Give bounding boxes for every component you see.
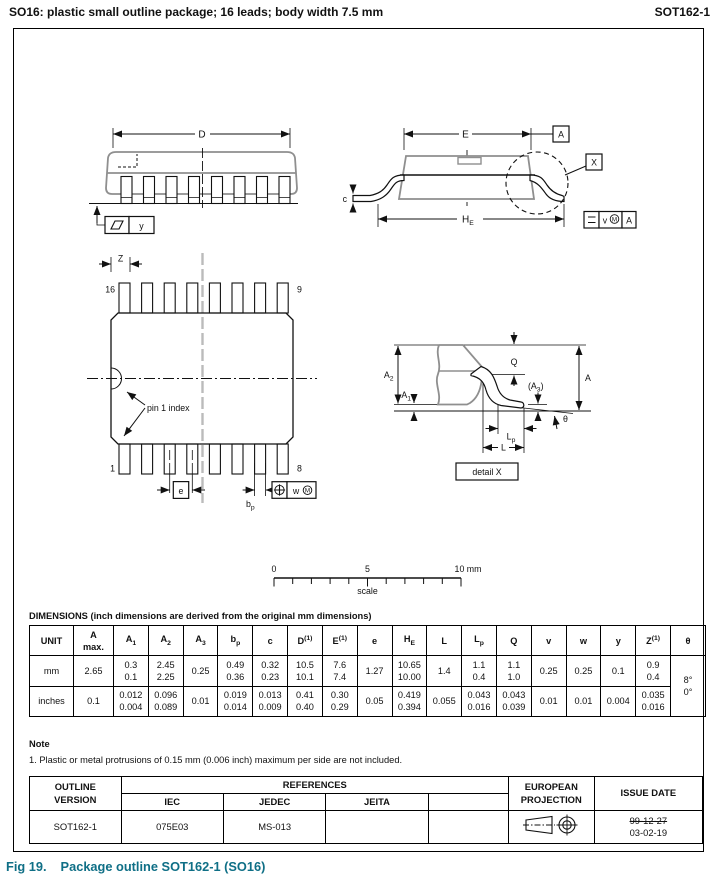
dim-value-cell: 10.5 10.1 [288, 656, 323, 686]
unit-header: UNIT [30, 626, 74, 656]
datum-label-a: A [558, 129, 564, 140]
dim-value-cell: 7.6 7.4 [322, 656, 357, 686]
doc-number: SOT162-1 [654, 5, 710, 19]
dim-label-a3: $(A_3)$ [528, 381, 544, 394]
dim-value-cell: 0.035 0.016 [636, 686, 671, 716]
dim-col-header: $D^{(1)}$ [288, 626, 323, 656]
note-item: 1. Plastic or metal protrusions of 0.15 mm (0.006 inch) maximum per side are not included. [29, 755, 403, 765]
european-projection-cell [508, 811, 594, 844]
dim-col-header: y [601, 626, 636, 656]
dim-col-header: v [531, 626, 566, 656]
detail-x-label: detail X [472, 466, 502, 477]
frame-label-a: A [626, 215, 632, 226]
dim-value-cell: 0.055 [427, 686, 462, 716]
dims-header-row [30, 626, 706, 656]
datum-label-y: y [139, 221, 144, 231]
dim-col-header: A max. [74, 626, 114, 656]
dim-value-cell: 0.004 [601, 686, 636, 716]
page-title: SO16: plastic small outline package; 16 leads; body width 7.5 mm [9, 5, 384, 19]
dim-col-header: $H_E$ [392, 626, 427, 656]
jeita-header: JEITA [326, 794, 428, 811]
scale-tick-0: 0 [271, 564, 277, 574]
dim-col-header: $Z^{(1)}$ [636, 626, 671, 656]
dim-col-header: $A_1$ [114, 626, 149, 656]
top-view [87, 253, 317, 512]
scale-tick-10: 10 mm [454, 564, 482, 574]
dim-value-cell: 0.1 [601, 656, 636, 686]
parallelism-frame [584, 212, 599, 229]
dim-col-header: θ [671, 626, 706, 656]
dim-col-header: L [427, 626, 462, 656]
dim-label-d: D [198, 129, 206, 141]
dim-value-cell: 1.27 [357, 656, 392, 686]
dim-value-cell: 0.25 [183, 656, 218, 686]
dim-value-cell: 0.043 0.016 [462, 686, 497, 716]
dim-value-cell: 0.49 0.36 [218, 656, 253, 686]
dim-label-lp: $L_p$ [506, 431, 516, 444]
european-projection-icon [522, 813, 580, 837]
dim-value-cell: 0.096 0.089 [148, 686, 183, 716]
issue-date-cell [594, 811, 702, 844]
end-view [343, 126, 636, 228]
figure-frame [13, 28, 704, 852]
dimensions-table [29, 625, 706, 717]
dim-label-bp: $b_p$ [246, 499, 255, 512]
jedec-value: MS-013 [223, 811, 325, 844]
outline-version-header: OUTLINE VERSION [30, 777, 122, 811]
dim-value-cell: 0.30 0.29 [322, 686, 357, 716]
outline-version-value: SOT162-1 [30, 811, 122, 844]
dims-row-mm [30, 656, 706, 686]
dim-col-header: $E^{(1)}$ [322, 626, 357, 656]
dimensions-section [29, 611, 706, 717]
dim-value-cell: 0.3 0.1 [114, 656, 149, 686]
dim-value-cell: 0.01 [531, 686, 566, 716]
dim-label-a1: $A_1$ [401, 390, 411, 403]
dim-value-cell: 0.25 [531, 656, 566, 686]
dim-value-cell: 0.9 0.4 [636, 656, 671, 686]
pin-8-label: 8 [297, 463, 302, 474]
jedec-header: JEDEC [223, 794, 325, 811]
dim-value-cell: 0.01 [566, 686, 601, 716]
dim-col-header: $L_p$ [462, 626, 497, 656]
tolerance-label-v: v [602, 215, 608, 226]
dim-value-cell: 0.01 [183, 686, 218, 716]
dim-value-cell: 1.4 [427, 656, 462, 686]
dim-value-cell: 0.419 0.394 [392, 686, 427, 716]
blank-reference-header [428, 794, 508, 811]
dim-label-c: c [342, 194, 347, 204]
dim-value-cell: 10.65 10.00 [392, 656, 427, 686]
dim-label-e-pitch: e [178, 485, 184, 496]
dim-value-cell: 0.012 0.004 [114, 686, 149, 716]
jeita-value [326, 811, 428, 844]
figure-caption [6, 859, 265, 874]
dim-label-a2: $A_2$ [383, 370, 394, 383]
detail-label-x: X [591, 157, 597, 168]
dim-value-cell: 2.65 [74, 656, 114, 686]
unit-cell: inches [30, 686, 74, 716]
dim-label-e: E [462, 129, 469, 141]
dim-label-a: A [585, 373, 591, 383]
dim-value-cell: 0.043 0.039 [496, 686, 531, 716]
iec-value: 075E03 [121, 811, 223, 844]
dim-value-cell: 0.019 0.014 [218, 686, 253, 716]
pin-16-label: 16 [105, 284, 115, 295]
dim-col-header: c [253, 626, 288, 656]
issue-date-new: 03-02-19 [629, 827, 668, 838]
blank-reference-value [428, 811, 508, 844]
dim-value-cell: 1.1 1.0 [496, 656, 531, 686]
side-view [89, 128, 298, 234]
dim-value-cell: 1.1 0.4 [462, 656, 497, 686]
dim-value-cell: 2.45 2.25 [148, 656, 183, 686]
dimensions-title: DIMENSIONS (inch dimensions are derived from the original mm dimensions) [29, 611, 372, 621]
dim-label-theta: θ [563, 414, 568, 424]
page-header [9, 5, 710, 19]
pin-1-label: 1 [110, 463, 115, 474]
references-table [29, 776, 703, 844]
unit-cell: mm [30, 656, 74, 686]
dim-value-cell: 0.32 0.23 [253, 656, 288, 686]
note-heading: Note [29, 739, 50, 749]
dims-row-inches [30, 686, 706, 716]
dim-label-he: $H_E$ [462, 214, 474, 227]
dim-value-cell: 0.1 [74, 686, 114, 716]
issue-date-header: ISSUE DATE [594, 777, 702, 811]
flatness-frame [105, 217, 129, 234]
package-drawing [14, 29, 703, 611]
dim-value-cell: 0.25 [566, 656, 601, 686]
pin-9-label: 9 [297, 284, 302, 295]
svg-text:M: M [304, 487, 311, 495]
dim-col-header: $A_3$ [183, 626, 218, 656]
dim-value-cell: 0.05 [357, 686, 392, 716]
tolerance-label-w: w [292, 485, 300, 496]
issue-date-old: 99-12-27 [629, 814, 668, 826]
dim-label-q: Q [510, 357, 518, 367]
note-section [29, 739, 402, 765]
dim-col-header: Q [496, 626, 531, 656]
dim-col-header: e [357, 626, 392, 656]
svg-text:M: M [611, 216, 618, 224]
dim-col-header: $b_p$ [218, 626, 253, 656]
references-header: REFERENCES [121, 777, 508, 794]
dim-label-z: Z [117, 253, 124, 264]
european-projection-header: EUROPEAN PROJECTION [508, 777, 594, 811]
scale-label: scale [357, 586, 378, 596]
dim-value-cell: 0.41 0.40 [288, 686, 323, 716]
figure-caption-text: Package outline SOT162-1 (SO16) [60, 859, 266, 874]
dim-col-header: $A_2$ [148, 626, 183, 656]
dim-value-cell: 0.013 0.009 [253, 686, 288, 716]
scale-tick-5: 5 [365, 564, 370, 574]
detail-x-view [384, 332, 591, 480]
scale-bar [272, 564, 482, 596]
pin1-index-label: pin 1 index [147, 403, 190, 413]
figure-number: Fig 19. [6, 859, 47, 874]
dim-col-header: w [566, 626, 601, 656]
theta-value-cell: 8° 0° [671, 656, 706, 717]
iec-header: IEC [121, 794, 223, 811]
dim-label-l: L [501, 442, 506, 453]
